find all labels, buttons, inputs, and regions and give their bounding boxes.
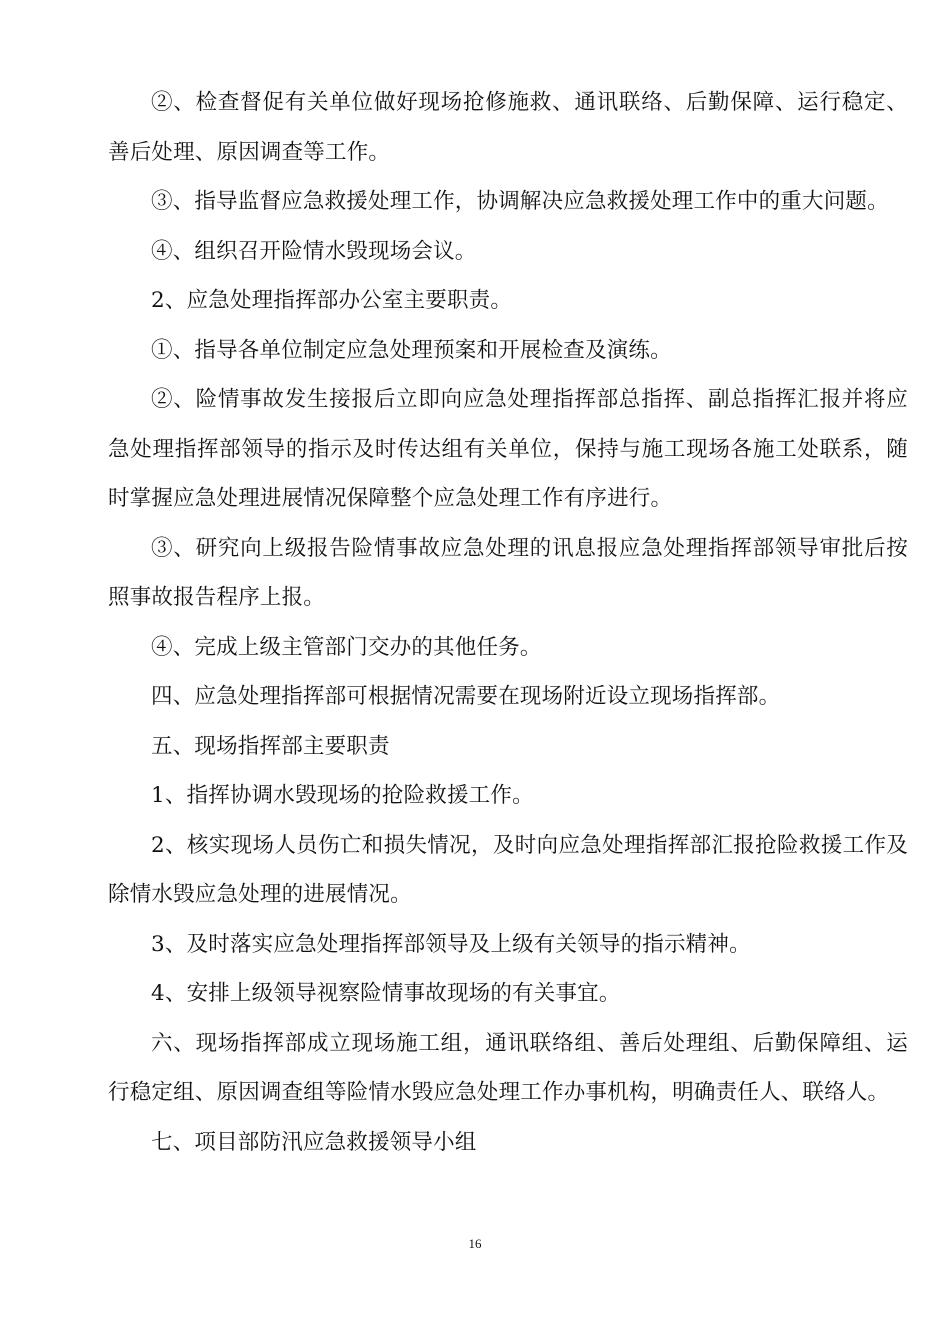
paragraph-13: 3、及时落实应急处理指挥部领导及上级有关领导的指示精神。 xyxy=(151,931,751,957)
page-number: 16 xyxy=(468,1236,482,1251)
paragraph-3: ④、组织召开险情水毁现场会议。 xyxy=(151,238,477,264)
paragraph-16: 七、项目部防汛应急救援领导小组 xyxy=(151,1129,477,1155)
document-body xyxy=(108,78,908,1167)
paragraph-12: 2、核实现场人员伤亡和损失情况，及时向应急处理指挥部汇报抢险救援工作及除情水毁应急处理的进展情况。 xyxy=(108,832,908,907)
paragraph-1: ②、检查督促有关单位做好现场抢修施救、通讯联络、后勤保障、运行稳定、善后处理、原因调查等工作。 xyxy=(108,90,908,165)
paragraph-4: 2、应急处理指挥部办公室主要职责。 xyxy=(151,288,513,313)
paragraph-14: 4、安排上级领导视察险情事故现场的有关事宜。 xyxy=(151,981,621,1006)
paragraph-10: 五、现场指挥部主要职责 xyxy=(151,733,390,759)
paragraph-11: 1、指挥协调水毁现场的抢险救援工作。 xyxy=(151,783,534,808)
paragraph-8: ④、完成上级主管部门交办的其他任务。 xyxy=(151,634,542,660)
paragraph-6: ②、险情事故发生接报后立即向应急处理指挥部总指挥、副总指挥汇报并将应急处理指挥部领导的指示及时传达组有关单位，保持与施工现场各施工处联系，随时掌握应急处理进展情况保障整个应急处理工作有序进行。 xyxy=(108,387,908,511)
paragraph-9: 四、应急处理指挥部可根据情况需要在现场附近设立现场指挥部。 xyxy=(151,684,781,709)
paragraph-5: ①、指导各单位制定应急处理预案和开展检查及演练。 xyxy=(151,337,672,363)
paragraph-7: ③、研究向上级报告险情事故应急处理的讯息报应急处理指挥部领导审批后按照事故报告程序上报。 xyxy=(108,535,908,610)
paragraph-15: 六、现场指挥部成立现场施工组，通讯联络组、善后处理组、后勤保障组、运行稳定组、原因调查组等险情水毁应急处理工作办事机构，明确责任人、联络人。 xyxy=(108,1030,908,1105)
paragraph-2: ③、指导监督应急救援处理工作，协调解决应急救援处理工作中的重大问题。 xyxy=(151,189,889,214)
